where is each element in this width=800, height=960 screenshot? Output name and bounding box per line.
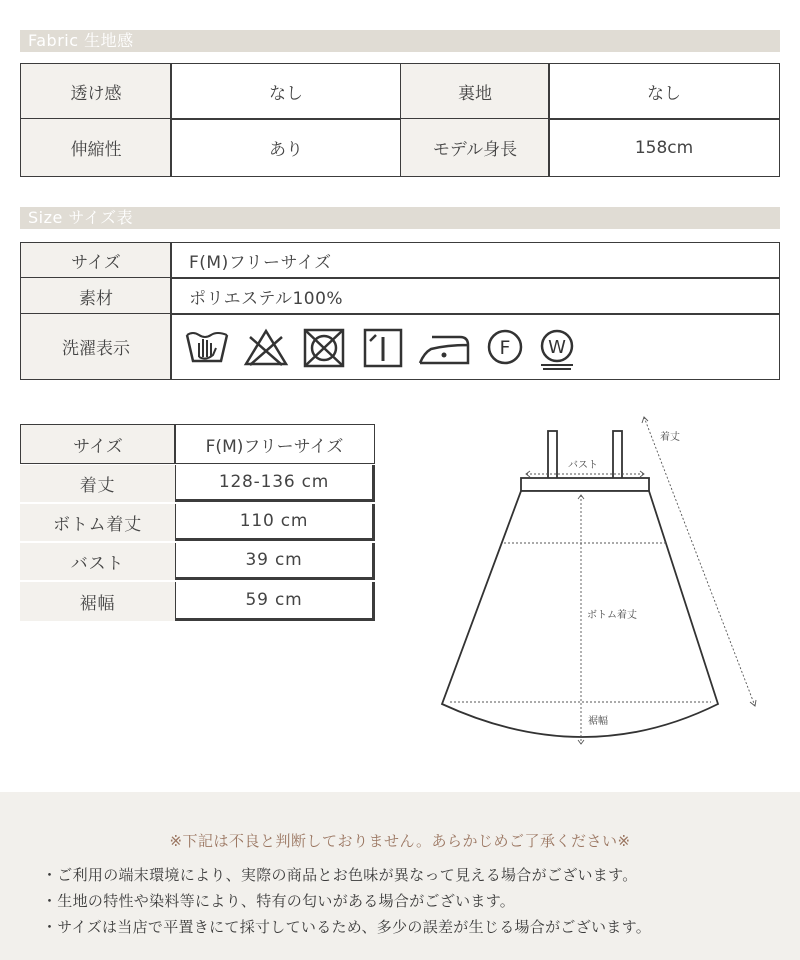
dry-clean-f-icon — [484, 327, 526, 369]
garment-diagram — [420, 410, 790, 755]
line-dry-icon — [362, 327, 404, 369]
notes-panel — [0, 792, 800, 960]
size-value-material: ポリエステル100% — [170, 277, 780, 315]
no-bleach-icon — [243, 327, 289, 369]
measure-label-length: 着丈 — [20, 465, 176, 502]
skirt-outline — [442, 491, 718, 737]
note-line-color: ・ご利用の端末環境により、実際の商品とお色味が異なって見える場合がございます。 — [42, 866, 638, 884]
notes-title: ※下記は不良と判断しておりません。あらかじめご了承ください※ — [169, 832, 631, 850]
measure-value-bottom-length: 110 cm — [176, 504, 375, 541]
fabric-section-header: Fabric 生地感 — [20, 30, 780, 52]
hand-wash-icon — [184, 327, 230, 369]
fabric-label-stretch: 伸縮性 — [20, 118, 172, 177]
diagram-bust-label: バスト — [568, 460, 598, 471]
measure-header-value: F(M)フリーサイズ — [174, 424, 375, 464]
bodice-band — [521, 478, 649, 491]
dry-clean-letter: F — [499, 337, 511, 359]
no-tumble-dry-icon — [302, 327, 346, 369]
wet-clean-letter: W — [548, 337, 566, 358]
fabric-value-lining: なし — [548, 63, 780, 120]
measure-value-length: 128-136 cm — [176, 465, 375, 502]
measure-header-label: サイズ — [20, 424, 176, 464]
fabric-value-stretch: あり — [170, 118, 402, 177]
measure-label-bust: バスト — [20, 543, 176, 580]
wet-clean-w-icon — [535, 327, 579, 371]
fabric-label-model-height: モデル身長 — [400, 118, 550, 177]
measure-value-bust: 39 cm — [176, 543, 375, 580]
size-value-size: F(M)フリーサイズ — [170, 242, 780, 279]
measure-label-hem: 裾幅 — [20, 582, 176, 621]
measure-value-hem: 59 cm — [176, 582, 375, 621]
size-label-material: 素材 — [20, 277, 172, 315]
size-section-header: Size サイズ表 — [20, 207, 780, 229]
iron-low-icon — [417, 327, 471, 369]
note-line-odor: ・生地の特性や染料等により、特有の匂いがある場合がございます。 — [42, 892, 516, 910]
diagram-bottom-length-label: ボトム着丈 — [587, 610, 637, 621]
fabric-value-transparency: なし — [170, 63, 402, 120]
diagram-length-label: 着丈 — [660, 432, 680, 443]
fabric-label-transparency: 透け感 — [20, 63, 172, 120]
fabric-label-lining: 裏地 — [400, 63, 550, 120]
diagram-hem-label: 裾幅 — [588, 716, 608, 727]
size-label-care: 洗濯表示 — [20, 313, 172, 380]
fabric-value-model-height: 158cm — [548, 118, 780, 177]
measure-label-bottom-length: ボトム着丈 — [20, 504, 176, 541]
size-label-size: サイズ — [20, 242, 172, 279]
note-line-size: ・サイズは当店で平置きにて採寸しているため、多少の誤差が生じる場合がございます。 — [42, 918, 652, 936]
